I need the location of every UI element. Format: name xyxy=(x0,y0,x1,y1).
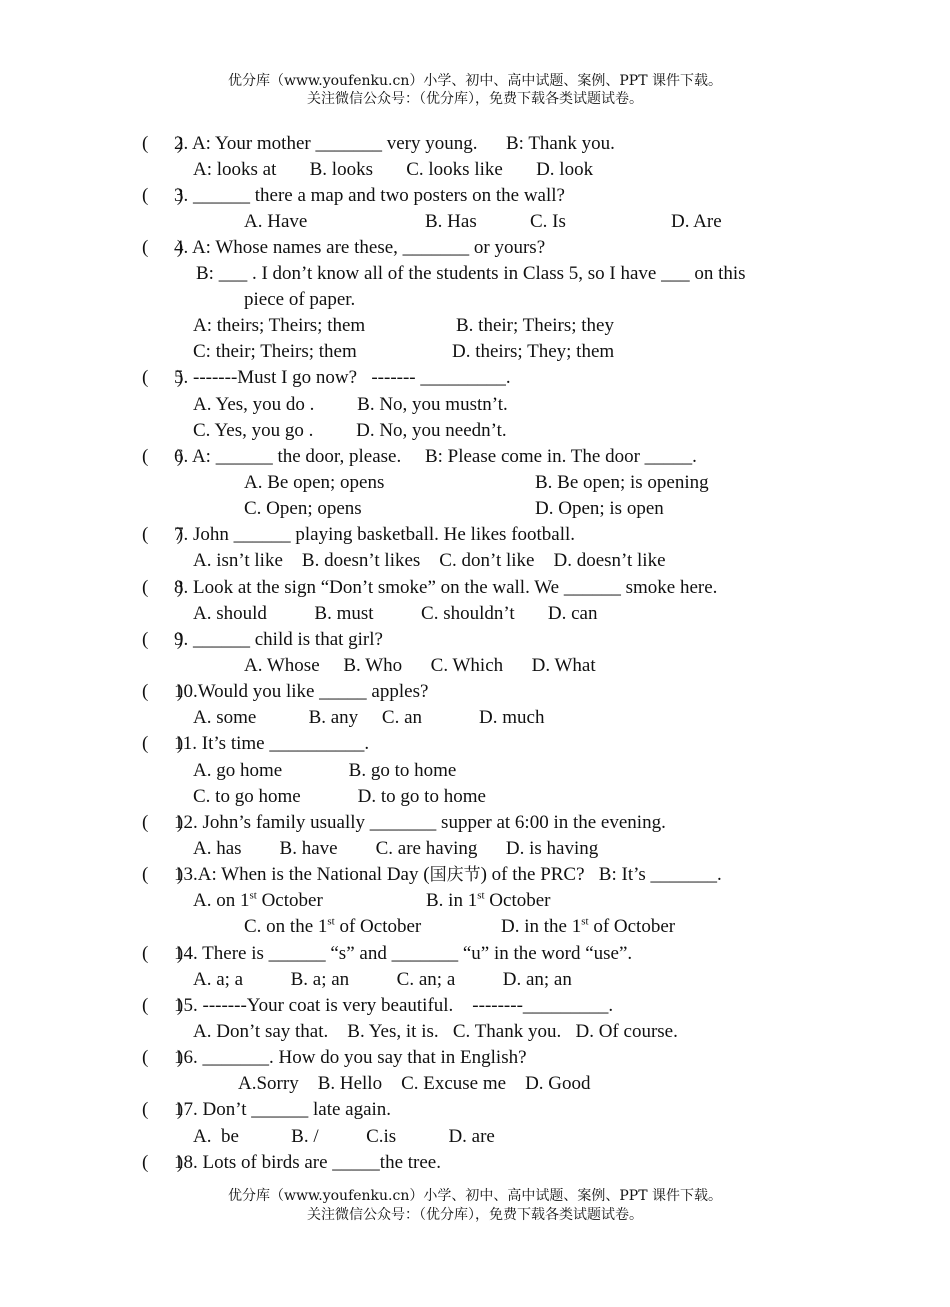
answer-blank: ( ) xyxy=(142,367,184,388)
option-d xyxy=(501,915,675,939)
question-stem-b: B: ___ . I don’t know all of the students in Class 5, so I have ___ on this xyxy=(196,263,746,284)
question-stem: 7. John ______ playing basketball. He likes football. xyxy=(174,524,576,545)
option-text: of October xyxy=(334,916,422,937)
question-stem: 16. _______. How do you say that in English? xyxy=(174,1047,527,1068)
question-stem-b-cont: piece of paper. xyxy=(244,289,356,310)
option-b: B. their; Theirs; they xyxy=(456,315,614,336)
ordinal-suffix: st xyxy=(477,889,485,902)
option-d: D. Are xyxy=(671,211,722,232)
option-text: October xyxy=(484,890,551,911)
option-c: C: their; Theirs; them xyxy=(193,341,357,362)
answer-blank: ( ) xyxy=(142,1099,184,1120)
option-b xyxy=(426,889,551,913)
header-line-1: 优分库（www.youfenku.cn）小学、初中、高中试题、案例、PPT 课件下载。 xyxy=(227,73,722,89)
question-stem: 14. There is ______ “s” and _______ “u” in the word “use”. xyxy=(174,943,633,964)
ordinal-suffix: st xyxy=(249,889,257,902)
stem-part: ) of the PRC? B: It’s _______. xyxy=(480,864,722,885)
question-options: C. to go home D. to go to home xyxy=(193,786,486,807)
question-stem: 6. A: ______ the door, please. B: Please come in. The door _____. xyxy=(174,446,697,467)
option-b: B. Has xyxy=(425,211,477,232)
stem-chinese: 国庆节 xyxy=(429,865,481,885)
answer-blank: ( ) xyxy=(142,629,184,650)
option-text: A. on 1 xyxy=(193,890,250,911)
question-stem: 10.Would you like _____ apples? xyxy=(174,681,429,702)
question-options: A. some B. any C. an D. much xyxy=(193,707,545,728)
question-options: A. has B. have C. are having D. is having xyxy=(193,838,599,859)
question-options: A. a; a B. a; an C. an; a D. an; an xyxy=(193,969,572,990)
option-c: C. Is xyxy=(530,211,566,232)
question-options: A. Whose B. Who C. Which D. What xyxy=(244,655,596,676)
answer-blank: ( ) xyxy=(142,864,184,885)
option-d: D. theirs; They; them xyxy=(452,341,615,362)
footer-line-2: 关注微信公众号：（优分库），免费下载各类试题试卷。 xyxy=(307,1207,643,1223)
option-b: B. Be open; is opening xyxy=(535,472,709,493)
answer-blank: ( ) xyxy=(142,995,184,1016)
answer-blank: ( ) xyxy=(142,681,184,702)
answer-blank: ( ) xyxy=(142,943,184,964)
question-stem: 15. -------Your coat is very beautiful. --------_________. xyxy=(174,995,614,1016)
question-stem: 11. It’s time __________. xyxy=(174,733,370,754)
answer-blank: ( ) xyxy=(142,812,184,833)
answer-blank: ( ) xyxy=(142,577,184,598)
option-a: A. Be open; opens xyxy=(244,472,385,493)
option-a: A: theirs; Theirs; them xyxy=(193,315,366,336)
option-c xyxy=(244,915,421,939)
question-stem: 2. A: Your mother _______ very young. B: Thank you. xyxy=(174,133,615,154)
question-stem: 12. John’s family usually _______ supper at 6:00 in the evening. xyxy=(174,812,666,833)
question-stem: 17. Don’t ______ late again. xyxy=(174,1099,392,1120)
answer-blank: ( ) xyxy=(142,524,184,545)
question-stem: 4. A: Whose names are these, _______ or yours? xyxy=(174,237,546,258)
question-options: A: looks at B. looks C. looks like D. look xyxy=(193,159,594,180)
answer-blank: ( ) xyxy=(142,185,184,206)
question-options: A. isn’t like B. doesn’t likes C. don’t like D. doesn’t like xyxy=(193,550,666,571)
header-line-2: 关注微信公众号：（优分库），免费下载各类试题试卷。 xyxy=(307,91,643,107)
question-options: A.Sorry B. Hello C. Excuse me D. Good xyxy=(238,1073,591,1094)
option-text: B. in 1 xyxy=(426,890,478,911)
stem-part: 13.A: When is the National Day ( xyxy=(174,864,430,885)
question-options: C. Yes, you go . D. No, you needn’t. xyxy=(193,420,507,441)
option-text: D. in the 1 xyxy=(501,916,582,937)
question-options: A. go home B. go to home xyxy=(193,760,457,781)
answer-blank: ( ) xyxy=(142,237,184,258)
option-a: A. Have xyxy=(244,211,308,232)
answer-blank: ( ) xyxy=(142,446,184,467)
option-text: C. on the 1 xyxy=(244,916,328,937)
option-c: C. Open; opens xyxy=(244,498,362,519)
question-options: A. be B. / C.is D. are xyxy=(193,1126,495,1147)
answer-blank: ( ) xyxy=(142,733,184,754)
option-a xyxy=(193,889,323,913)
question-stem: 9. ______ child is that girl? xyxy=(174,629,383,650)
option-d: D. Open; is open xyxy=(535,498,664,519)
option-text: October xyxy=(256,890,323,911)
question-stem xyxy=(174,863,722,887)
question-stem: 3. ______ there a map and two posters on the wall? xyxy=(174,185,565,206)
answer-blank: ( ) xyxy=(142,1152,184,1173)
question-options: A. Yes, you do . B. No, you mustn’t. xyxy=(193,394,508,415)
question-stem: 5. -------Must I go now? ------- _________. xyxy=(174,367,511,388)
question-stem: 18. Lots of birds are _____the tree. xyxy=(174,1152,441,1173)
answer-blank: ( ) xyxy=(142,1047,184,1068)
footer-line-1: 优分库（www.youfenku.cn）小学、初中、高中试题、案例、PPT 课件下载。 xyxy=(227,1188,722,1204)
question-stem: 8. Look at the sign “Don’t smoke” on the wall. We ______ smoke here. xyxy=(174,577,718,598)
question-options: A. Don’t say that. B. Yes, it is. C. Thank you. D. Of course. xyxy=(193,1021,678,1042)
ordinal-suffix: st xyxy=(581,915,589,928)
ordinal-suffix: st xyxy=(327,915,335,928)
option-text: of October xyxy=(588,916,676,937)
question-options: A. should B. must C. shouldn’t D. can xyxy=(193,603,598,624)
answer-blank: ( ) xyxy=(142,133,184,154)
